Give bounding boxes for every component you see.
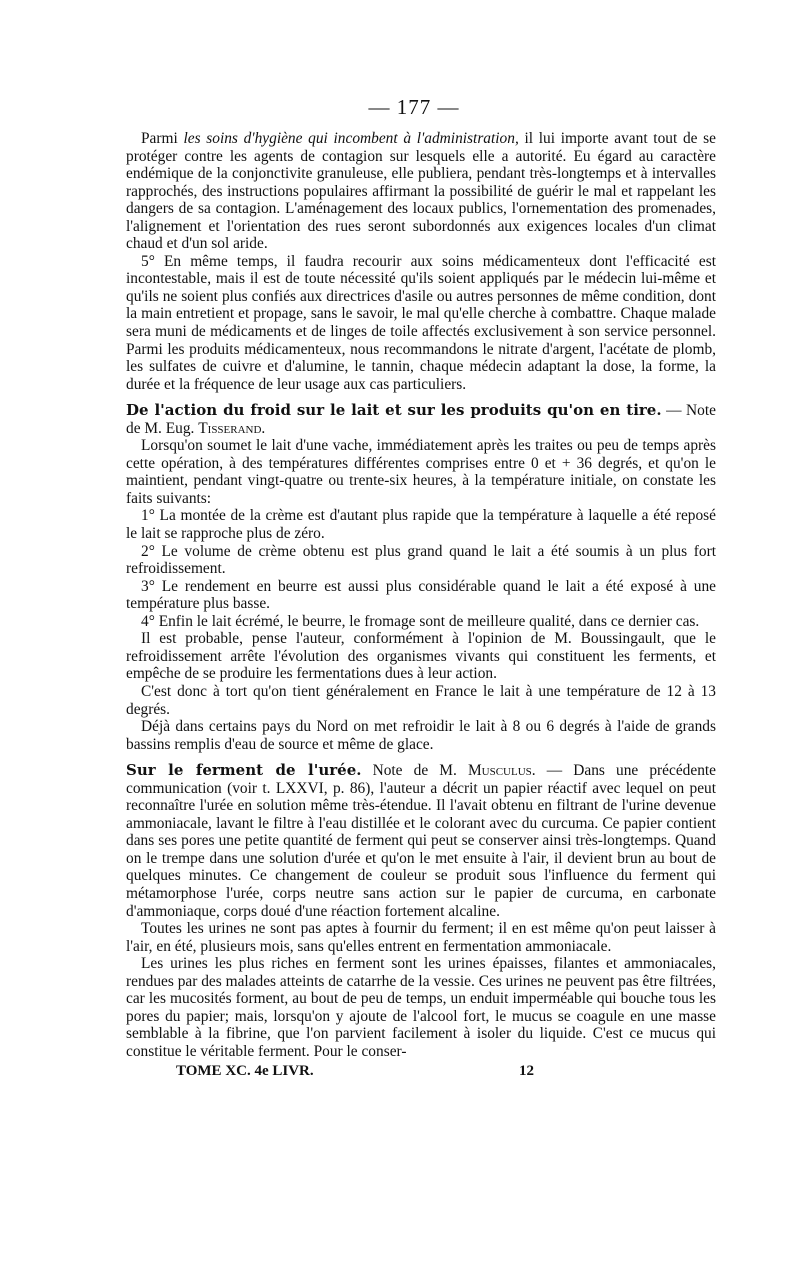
section-heading-ferment-uree [126,762,716,920]
paragraph-italic-phrase: les soins d'hygiène qui incombent à l'administration, [183,130,519,147]
section-note-by: Note de M. [361,762,468,780]
paragraph-urines-riches: Les urines les plus riches en ferment sont les urines épaisses, filantes et ammoniacales, rendues par des malades atteints de catarrhe de la vessie. Ces urines ne peuvent pas être filtrées, car les mucosités forment, au bout de peu de temps, un enduit imperméable qui bouche tous les pores du papier; mais, lorsqu'on y ajoute de l'alcool fort, le mucus se coagule en une masse semblable à la fibrine, que l'on parvient facilement à isoler du liquide. C'est ce mucus qui constitue le véritable ferment. Pour le conser- [126,955,716,1060]
paragraph-fact-2: 2° Le volume de crème obtenu est plus grand quand le lait a été soumis à un plus fort refroidissement. [126,542,716,578]
paragraph-text: . — Dans une précédente communication (voir t. LXXVI, p. 86), l'auteur a décrit un papier réactif avec lequel on peut reconnaître l'urée en solution même très-étendue. Il l'avait obtenu en filtrant de l'urine devenue ammoniacale, lavant le filtre à l'eau distillée et le colorant avec du curcuma. Ce papier contient dans ses pores une petite quantité de ferment qui peut se conserver ainsi très-longtemps. Quand on le trempe dans une solution d'urée et qu'on le met ensuite à l'air, il devient brun au bout de quelques minutes. Ce changement de couleur se produit sous l'influence du ferment qui métamorphose l'urée, corps neutre sans action sur le papier de curcuma, en carbonate d'ammoniaque, corps doué d'une réaction fortement alcaline. [126,762,716,920]
paragraph-lead: Parmi [141,130,184,147]
paragraph-urines-aptes: Toutes les urines ne sont pas aptes à fournir du ferment; il en est même qu'on peut laisser à l'air, en été, plusieurs mois, sans qu'elles entrent en fermentation ammoniacale. [126,920,716,955]
document-body [126,130,716,1060]
section-note-by: — Note de M. Eug. [126,402,716,437]
section-title: De l'action du froid sur le lait et sur les produits qu'on en tire. [126,401,662,420]
paragraph-boussingault: Il est probable, pense l'auteur, conformément à l'opinion de M. Boussingault, que le refroidissement arrête l'évolution des organismes vivants qui constituent les ferments, et empêche de se produire les fermentations dues à leur action. [126,630,716,683]
footer-gathering-number: 12 [519,1063,534,1080]
page-number: — 177 — [368,95,460,119]
paragraph-pays-nord: Déjà dans certains pays du Nord on met refroidir le lait à 8 ou 6 degrés à l'aide de grands bassins remplis d'eau de source et même de glace. [126,718,716,753]
paragraph-experiment: Lorsqu'on soumet le lait d'une vache, immédiatement après les traites ou peu de temps après cette opération, à des températures différentes comprises entre 0 et + 36 degrés, et qu'on le maintient, pendant vingt-quatre ou trente-six heures, à la température initiale, on constate les faits suivants: [126,437,716,507]
paragraph-temperature-france: C'est donc à tort qu'on tient généralement en France le lait à une température de 12 à 13 degrés. [126,682,716,718]
paragraph-fact-3: 3° Le rendement en beurre est aussi plus considérable quand le lait a été exposé à une température plus basse. [126,577,716,613]
paragraph-text: il lui importe avant tout de se protéger contre les agents de contagion sur lesquels elle a autorité. Eu égard au caractère endémique de la conjonctivite granuleuse, elle publiera, pendant très-longtemps et à intervalles rapprochés, des instructions populaires affirmant la possibilité de guérir le mal et rappelant les dangers de sa contagion. L'aménagement des locaux publics, l'ornementation des promenades, l'alignement et l'orientation des rues seront subordonnés aux exigences locales d'un climat chaud et d'un sol aride. [126,130,716,253]
paragraph-hygiene [126,130,716,253]
section-heading-froid-lait [126,402,716,437]
paragraph-point-5: 5° En même temps, il faudra recourir aux soins médicamenteux dont l'efficacité est incontestable, mais il est de toute nécessité qu'ils soient appliqués par le médecin lui-même et qu'ils ne soient plus confiés aux directrices d'asile ou autres personnes de même condition, dont la main entretient et propage, sans le savoir, le mal qu'elle cherche à combattre. Chaque malade sera muni de médicaments et de linges de toile affectés exclusivement à son service personnel. Parmi les produits médicamenteux, nous recommandons le nitrate d'argent, l'acétate de plomb, les sulfates de cuivre et d'alumine, le tannin, chaque médecin adaptant la dose, la forme, la durée et la fréquence de leur usage aux cas particuliers. [126,252,716,393]
section-author: Tisserand. [198,419,266,437]
page-footer [126,1063,716,1081]
section-author: Musculus [467,762,532,780]
paragraph-fact-4: 4° Enfin le lait écrémé, le beurre, le fromage sont de meilleure qualité, dans ce dernier cas. [141,612,700,630]
section-title: Sur le ferment de l'urée. [126,761,362,780]
paragraph-fact-1: 1° La montée de la crème est d'autant plus rapide que la température à laquelle a été reposé le lait se rapproche plus de zéro. [126,507,716,543]
footer-volume-signature: TOME XC. 4e LIVR. [176,1063,314,1080]
